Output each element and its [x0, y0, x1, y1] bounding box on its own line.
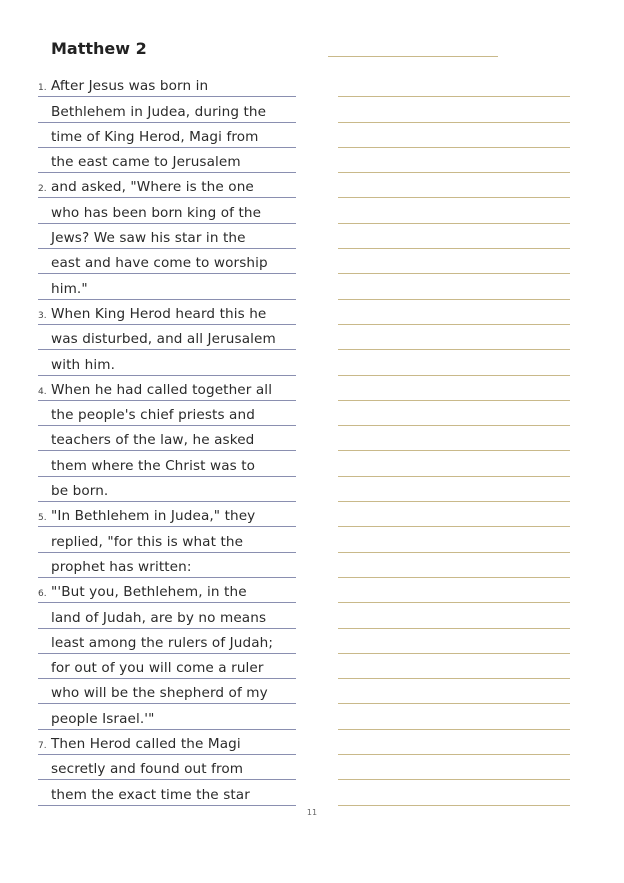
verse-line	[38, 274, 296, 299]
writing-line[interactable]	[338, 274, 570, 299]
handwriting-practice-column	[338, 72, 570, 806]
writing-line[interactable]	[338, 730, 570, 755]
verse-number: 6.	[38, 589, 47, 600]
verse-number: 1.	[38, 83, 47, 94]
verse-text: land of Judah, are by no means	[51, 609, 267, 626]
verse-text: teachers of the law, he asked	[51, 432, 255, 449]
writing-line[interactable]	[338, 376, 570, 401]
verse-text: east and have come to worship	[51, 255, 268, 272]
verse-line	[38, 249, 296, 274]
verse-text: who will be the shepherd of my	[51, 685, 268, 702]
verse-text: When King Herod heard this he	[51, 305, 267, 322]
verse-number: 2.	[38, 184, 47, 195]
writing-line[interactable]	[338, 224, 570, 249]
writing-line[interactable]	[338, 72, 570, 97]
writing-line[interactable]	[338, 300, 570, 325]
writing-line[interactable]	[338, 603, 570, 628]
verse-line	[38, 148, 296, 173]
verse-line	[38, 401, 296, 426]
verse-line	[38, 72, 296, 97]
writing-line[interactable]	[338, 97, 570, 122]
verse-line	[38, 679, 296, 704]
verse-text: people Israel.'"	[51, 710, 155, 727]
verse-line	[38, 477, 296, 502]
writing-line[interactable]	[338, 553, 570, 578]
verse-line	[38, 123, 296, 148]
verse-text: secretly and found out from	[51, 761, 244, 778]
verse-line	[38, 553, 296, 578]
verse-text: them the exact time the star	[51, 786, 250, 803]
name-writing-line	[328, 56, 498, 57]
verse-text: the people's chief priests and	[51, 407, 255, 424]
writing-line[interactable]	[338, 527, 570, 552]
verse-text: replied, "for this is what the	[51, 533, 244, 550]
verse-text: When he had called together all	[51, 381, 273, 398]
verse-number: 5.	[38, 513, 47, 524]
verse-text: was disturbed, and all Jerusalem	[51, 331, 276, 348]
verse-line	[38, 704, 296, 729]
verse-line	[38, 300, 296, 325]
verse-text: him."	[51, 280, 88, 297]
verse-line	[38, 376, 296, 401]
verse-text: "'But you, Bethlehem, in the	[51, 584, 247, 601]
verse-text: After Jesus was born in	[51, 78, 209, 95]
writing-line[interactable]	[338, 426, 570, 451]
verse-line	[38, 629, 296, 654]
writing-line[interactable]	[338, 654, 570, 679]
page-title: Matthew 2	[51, 39, 147, 58]
writing-line[interactable]	[338, 249, 570, 274]
writing-line[interactable]	[338, 679, 570, 704]
writing-line[interactable]	[338, 350, 570, 375]
verse-number: 3.	[38, 310, 47, 321]
verse-line	[38, 350, 296, 375]
writing-line[interactable]	[338, 755, 570, 780]
verse-text: and asked, "Where is the one	[51, 179, 254, 196]
verse-line	[38, 755, 296, 780]
writing-line[interactable]	[338, 148, 570, 173]
verse-text: for out of you will come a ruler	[51, 660, 264, 677]
verse-text: who has been born king of the	[51, 204, 262, 221]
verse-line	[38, 603, 296, 628]
writing-line[interactable]	[338, 325, 570, 350]
writing-line[interactable]	[338, 780, 570, 805]
verse-text: prophet has written:	[51, 558, 192, 575]
writing-line[interactable]	[338, 704, 570, 729]
verse-line	[38, 780, 296, 805]
verse-line	[38, 451, 296, 476]
verse-text: be born.	[51, 483, 109, 500]
writing-line[interactable]	[338, 173, 570, 198]
verse-number: 7.	[38, 741, 47, 752]
verse-text: Then Herod called the Magi	[51, 736, 241, 753]
writing-line[interactable]	[338, 629, 570, 654]
verse-line	[38, 224, 296, 249]
verse-line	[38, 426, 296, 451]
verse-line	[38, 654, 296, 679]
verse-text: "In Bethlehem in Judea," they	[51, 508, 256, 525]
verse-line	[38, 527, 296, 552]
scripture-text-column	[38, 72, 296, 806]
verse-line	[38, 198, 296, 223]
writing-line[interactable]	[338, 502, 570, 527]
verse-text: Bethlehem in Judea, during the	[51, 103, 267, 120]
verse-text: Jews? We saw his star in the	[51, 230, 246, 247]
verse-line	[38, 325, 296, 350]
verse-number: 4.	[38, 386, 47, 397]
writing-line[interactable]	[338, 451, 570, 476]
writing-line[interactable]	[338, 578, 570, 603]
writing-line[interactable]	[338, 198, 570, 223]
writing-line[interactable]	[338, 123, 570, 148]
writing-line[interactable]	[338, 401, 570, 426]
verse-text: time of King Herod, Magi from	[51, 128, 259, 145]
verse-line	[38, 578, 296, 603]
verse-text: the east came to Jerusalem	[51, 154, 241, 171]
writing-line[interactable]	[338, 477, 570, 502]
verse-text: with him.	[51, 356, 116, 373]
verse-text: least among the rulers of Judah;	[51, 634, 274, 651]
page-number: 11	[306, 808, 318, 816]
verse-line	[38, 502, 296, 527]
verse-line	[38, 730, 296, 755]
verse-line	[38, 97, 296, 122]
verse-line	[38, 173, 296, 198]
verse-text: them where the Christ was to	[51, 457, 256, 474]
